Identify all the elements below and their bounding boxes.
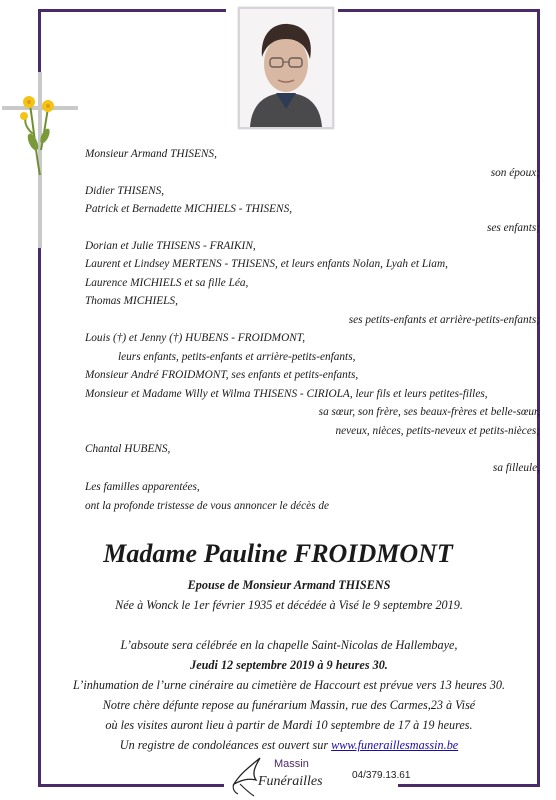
family-line: ont la profonde tristesse de vous annoncer le décès de bbox=[85, 500, 329, 512]
family-line: ses petits-enfants et arrière-petits-enfants; bbox=[348, 314, 540, 326]
family-line: neveux, nièces, petits-neveux et petits-nièces; bbox=[335, 425, 540, 437]
funerarium-line: Notre chère défunte repose au funérarium Massin, rue des Carmes,23 à Visé bbox=[102, 698, 476, 712]
family-line: Monsieur Armand THISENS, bbox=[85, 148, 217, 160]
logo-name: Massin bbox=[274, 758, 309, 770]
family-line: Laurence MICHIELS et sa fille Léa, bbox=[85, 277, 249, 289]
family-line: Laurent et Lindsey MERTENS - THISENS, et leurs enfants Nolan, Lyah et Liam, bbox=[85, 258, 448, 270]
family-line: Dorian et Julie THISENS - FRAIKIN, bbox=[85, 240, 256, 252]
family-line: son époux; bbox=[490, 167, 540, 179]
ceremony-line: L’absoute sera célébrée en la chapelle Saint-Nicolas de Hallembaye, bbox=[120, 638, 458, 652]
family-line: Patrick et Bernadette MICHIELS - THISENS, bbox=[85, 203, 293, 215]
birth-death-line: Née à Wonck le 1er février 1935 et décédée à Visé le 9 septembre 2019. bbox=[115, 598, 463, 612]
family-line: Chantal HUBENS, bbox=[85, 443, 171, 455]
visits-line: où les visites auront lieu à partir de Mardi 10 septembre de 17 à 19 heures. bbox=[105, 718, 473, 732]
spouse-line: Epouse de Monsieur Armand THISENS bbox=[187, 578, 391, 592]
family-line: ses enfants; bbox=[486, 222, 540, 234]
family-line: Didier THISENS, bbox=[85, 185, 165, 197]
portrait-photo bbox=[238, 7, 334, 129]
phone-number: 04/379.13.61 bbox=[352, 770, 411, 781]
burial-line: L’inhumation de l’urne cinéraire au cimetière de Haccourt est prévue vers 13 heures 30. bbox=[72, 678, 506, 692]
ceremony-date: Jeudi 12 septembre 2019 à 9 heures 30. bbox=[190, 658, 388, 672]
family-line: Monsieur et Madame Willy et Wilma THISENS - CIRIOLA, leur fils et leurs petites-filles, bbox=[85, 388, 488, 400]
massin-logo bbox=[230, 752, 330, 798]
family-line: Louis (†) et Jenny (†) HUBENS - FROIDMONT, bbox=[85, 332, 306, 344]
family-line: sa filleule, bbox=[492, 462, 540, 474]
cross-with-flowers-icon bbox=[0, 70, 80, 250]
family-line: sa sœur, son frère, ses beaux-frères et belle-sœur, bbox=[318, 406, 540, 418]
logo-subtitle: Funérailles bbox=[258, 774, 323, 789]
family-line: Monsieur André FROIDMONT, ses enfants et petits-enfants, bbox=[85, 369, 359, 381]
condolence-text: Un registre de condoléances est ouvert sur bbox=[119, 738, 332, 752]
family-line: leurs enfants, petits-enfants et arrière-petits-enfants, bbox=[118, 351, 356, 363]
family-line: Thomas MICHIELS, bbox=[85, 295, 178, 307]
condolence-line bbox=[38, 738, 540, 753]
portrait-image bbox=[240, 9, 332, 127]
deceased-name: Madame Pauline FROIDMONT bbox=[103, 539, 453, 568]
website-link[interactable]: www.funeraillesmassin.be bbox=[331, 738, 459, 752]
family-line: Les familles apparentées, bbox=[85, 481, 200, 493]
